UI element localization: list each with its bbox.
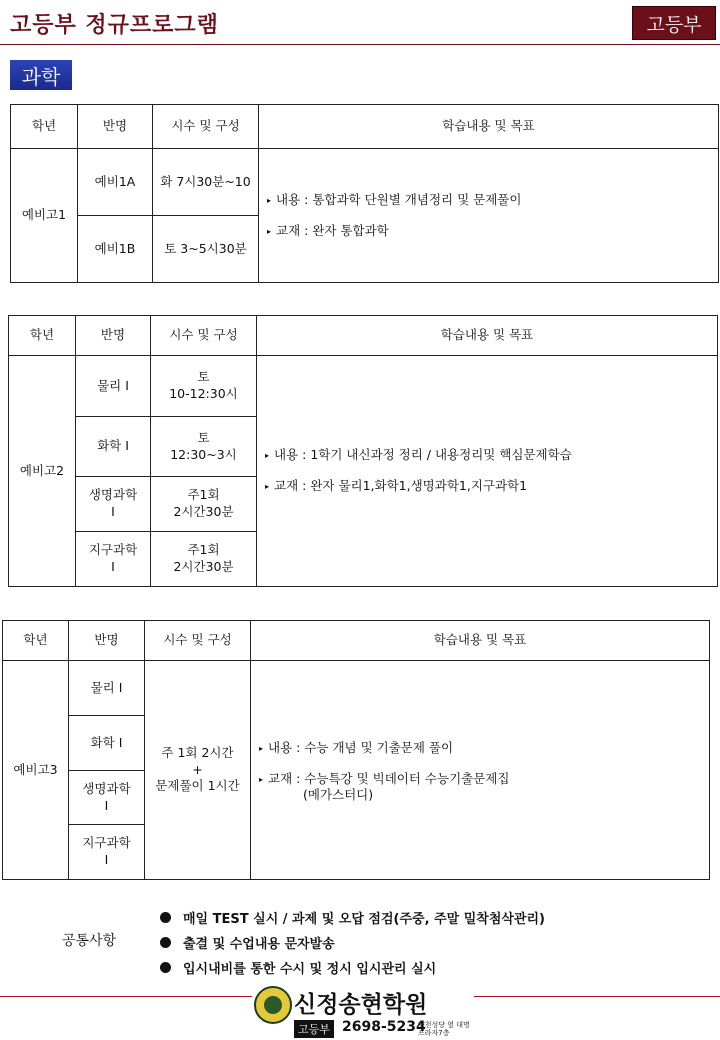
class-cell bbox=[76, 477, 151, 532]
page-title: 고등부 정규프로그램 bbox=[10, 13, 219, 38]
note-text: 매일 TEST 실시 / 과제 및 오답 점검(주중, 주말 밀착첨삭관리) bbox=[183, 912, 545, 927]
class-cell: 예비1A bbox=[78, 149, 153, 216]
time-cell bbox=[151, 417, 257, 477]
content-cell bbox=[251, 661, 710, 880]
grade-cell: 예비고1 bbox=[11, 149, 78, 283]
schedule-table-grade2 bbox=[8, 315, 718, 587]
time-line: 12:30~3시 bbox=[170, 446, 237, 462]
footer-phone: 2698-5234 bbox=[342, 1019, 426, 1035]
col-content: 학습내용 및 목표 bbox=[257, 316, 718, 356]
time-cell: 토 3~5시30분 bbox=[153, 216, 259, 283]
class-line: 생명과학 bbox=[88, 487, 138, 503]
common-notes bbox=[160, 905, 545, 980]
footer-dept: 고등부 bbox=[294, 1020, 334, 1038]
list-item bbox=[160, 930, 545, 955]
bullet-arrow-icon: ▸ bbox=[265, 482, 270, 491]
dept-badge: 고등부 bbox=[632, 6, 716, 40]
col-grade: 학년 bbox=[9, 316, 76, 356]
col-class: 반명 bbox=[76, 316, 151, 356]
bullet-dot-icon bbox=[160, 912, 171, 923]
time-cell bbox=[151, 532, 257, 587]
time-line: 10-12:30시 bbox=[169, 386, 238, 401]
bullet-arrow-icon: ▸ bbox=[267, 195, 272, 205]
footer-divider-right bbox=[474, 996, 720, 997]
content-cell bbox=[257, 356, 718, 587]
time-line: + bbox=[192, 761, 203, 777]
time-line: 토 bbox=[197, 429, 210, 445]
time-line: 2시간30분 bbox=[173, 559, 234, 574]
class-cell bbox=[69, 771, 145, 825]
time-line: 문제풀이 1시간 bbox=[155, 778, 240, 794]
academy-logo bbox=[254, 986, 472, 1038]
class-line: I bbox=[111, 559, 115, 574]
content-cell bbox=[259, 149, 719, 283]
grade-cell: 예비고3 bbox=[3, 661, 69, 880]
seal-icon bbox=[254, 986, 292, 1024]
time-line: 토 bbox=[197, 369, 210, 385]
footer-divider-left bbox=[0, 996, 252, 997]
header-divider bbox=[0, 44, 720, 45]
time-cell bbox=[151, 356, 257, 417]
class-cell: 예비1B bbox=[78, 216, 153, 283]
class-cell: 화학 I bbox=[69, 716, 145, 771]
grade-cell: 예비고2 bbox=[9, 356, 76, 587]
class-cell: 화학 I bbox=[76, 417, 151, 477]
note-text: 입시내비를 통한 수시 및 정시 입시관리 실시 bbox=[183, 962, 437, 977]
class-line: I bbox=[104, 797, 109, 813]
class-cell bbox=[69, 825, 145, 880]
time-line: 2시간30분 bbox=[173, 504, 234, 519]
time-cell bbox=[151, 477, 257, 532]
col-class: 반명 bbox=[69, 621, 145, 661]
class-line: 지구과학 bbox=[82, 835, 131, 851]
textbook-text: 교재 : 완자 통합과학 bbox=[276, 222, 389, 238]
content-text: 내용 : 수능 개념 및 기출문제 풀이 bbox=[268, 739, 454, 755]
schedule-table-grade1 bbox=[10, 104, 719, 283]
col-time: 시수 및 구성 bbox=[153, 105, 259, 149]
col-time: 시수 및 구성 bbox=[151, 316, 257, 356]
class-line: 지구과학 bbox=[88, 542, 138, 558]
col-grade: 학년 bbox=[3, 621, 69, 661]
class-line: I bbox=[111, 504, 115, 519]
bullet-dot-icon bbox=[160, 962, 171, 973]
note-text: 출결 및 수업내용 문자발송 bbox=[183, 937, 335, 952]
textbook-text: 교재 : 완자 물리1,화학1,생명과학1,지구과학1 bbox=[274, 478, 528, 493]
content-text: 내용 : 1학기 내신과정 정리 / 내용정리및 핵심문제학습 bbox=[274, 447, 572, 463]
bullet-arrow-icon: ▸ bbox=[267, 226, 272, 236]
bullet-arrow-icon: ▸ bbox=[265, 451, 270, 461]
class-cell: 물리 I bbox=[76, 356, 151, 417]
col-content: 학습내용 및 목표 bbox=[251, 621, 710, 661]
col-class: 반명 bbox=[78, 105, 153, 149]
textbook-text: 교재 : 수능특강 및 빅데이터 수능기출문제집 bbox=[268, 770, 510, 786]
brand-name: 신정송현학원 bbox=[294, 992, 428, 1018]
subject-label: 과학 bbox=[10, 60, 72, 90]
time-cell: 화 7시30분~10 bbox=[153, 149, 259, 216]
time-line: 주 1회 2시간 bbox=[161, 744, 234, 760]
class-cell: 물리 I bbox=[69, 661, 145, 716]
textbook-text-2: (메가스터디) bbox=[303, 787, 374, 803]
class-line: 생명과학 bbox=[82, 780, 131, 796]
class-cell bbox=[76, 532, 151, 587]
common-label: 공통사항 bbox=[62, 933, 117, 949]
bullet-arrow-icon: ▸ bbox=[259, 774, 264, 784]
time-line: 주1회 bbox=[187, 487, 220, 503]
bullet-dot-icon bbox=[160, 937, 171, 948]
col-content: 학습내용 및 목표 bbox=[259, 105, 719, 149]
class-line: I bbox=[104, 852, 109, 867]
list-item bbox=[160, 955, 545, 980]
col-grade: 학년 bbox=[11, 105, 78, 149]
schedule-table-grade3 bbox=[2, 620, 710, 880]
list-item bbox=[160, 905, 545, 930]
col-time: 시수 및 구성 bbox=[145, 621, 251, 661]
bullet-arrow-icon: ▸ bbox=[259, 743, 264, 753]
content-text: 내용 : 통합과학 단원별 개념정리 및 문제풀이 bbox=[276, 191, 522, 207]
footer-address: 양천성당 옆 대명프라자7층 bbox=[418, 1021, 470, 1037]
time-cell bbox=[145, 661, 251, 880]
time-line: 주1회 bbox=[187, 542, 220, 558]
